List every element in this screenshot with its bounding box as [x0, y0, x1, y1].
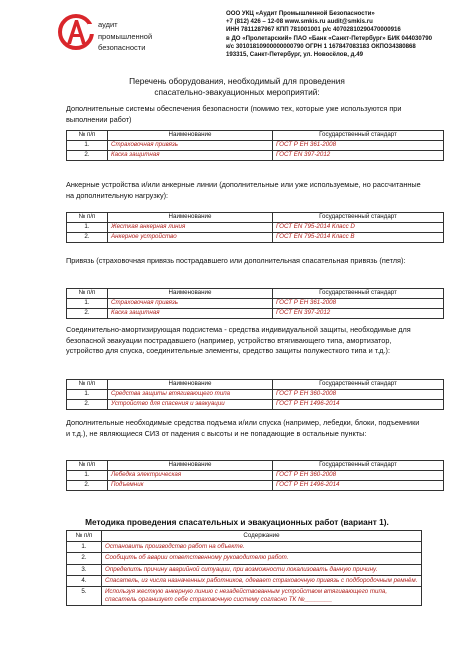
logo-a-emblem-icon: [58, 10, 98, 56]
table-row: 5. Используя жесткую анкерную линию с незадействованным устройством втягивающего типа, спасатель организует себе страховочную систему согласно ТК №________: [67, 587, 422, 606]
methodology-title: Методика проведения спасательных и эвакуационных работ (вариант 1).: [85, 517, 389, 527]
table-row: 1. Жесткая анкерная линия ГОСТ EN 795-2014 Класс D: [67, 223, 444, 233]
section-description: Привязь (страховочная привязь пострадавшего или дополнительная спасательная привязь (петля):: [66, 256, 406, 265]
table-row: 2. Устройство для спасения и эвакуации ГОСТ Р ЕН 1496-2014: [67, 400, 444, 410]
logo-line: аудит: [98, 20, 118, 29]
col-header-number: № п/п: [67, 380, 108, 390]
section-description: Дополнительные необходимые средства подъема и/или спуска (например, лебедки, блоки, подъемники и т.д.), не являющиеся СИЗ от падения с высоты и не попадающие в остальные пункты:: [66, 418, 420, 438]
table-row: 2. Анкерное устройство ГОСТ EN 795-2014 Класс В: [67, 233, 444, 243]
section-description: Соединительно-амортизирующая подсистема - средства индивидуальной защиты, необходимые для безопасной эвакуации пострадавшего (например, устройство втягивающего типа, амортизатор, устройство для спуска, соединительные элементы, средство защиты полужесткого типа и т.д.):: [66, 325, 411, 356]
col-header-number: № п/п: [67, 461, 108, 471]
table-row: 1. Остановить производство работ на объекте.: [67, 542, 422, 553]
table-row: 3. Определить причину аварийной ситуации, при возможности локализовать данную причину.: [67, 564, 422, 575]
table-row: 2. Каска защитная ГОСТ ЕN 397-2012: [67, 309, 444, 319]
col-header-name: Наименование: [108, 289, 273, 299]
company-line: в ДО «Пролетарский» ПАО «Банк «Санкт-Петербург» БИК 044030790: [226, 34, 432, 42]
col-header-standard: Государственный стандарт: [273, 289, 444, 299]
section-description: Дополнительные системы обеспечения безопасности (помимо тех, которые уже используются при выполнении работ): [66, 104, 402, 124]
logo-line: промышленной: [98, 31, 153, 41]
equipment-table: [66, 379, 444, 410]
company-line: ООО УКЦ «Аудит Промышленной Безопасности»: [226, 10, 375, 17]
company-logo: [58, 10, 208, 70]
table-row: 1. Страховочная привязь ГОСТ Р ЕН 361-2008: [67, 141, 444, 151]
company-line: +7 (812) 426 – 12-08 www.smkis.ru audit@smkis.ru: [226, 18, 373, 26]
company-line: к/с 30101810900000000790 ОГРН 1 167847083183 ОКПО34380868: [226, 42, 416, 50]
col-header-number: № п/п: [67, 213, 108, 223]
equipment-table: [66, 460, 444, 491]
table-row: 1. Лебедка электрическая ГОСТ Р ЕН 360-2008: [67, 471, 444, 481]
col-header-name: Наименование: [108, 213, 273, 223]
col-header-name: Наименование: [108, 380, 273, 390]
equipment-table: [66, 212, 444, 243]
page-title: Перечень оборудования, необходимый для проведения спасательно-эвакуационных мероприятий:: [129, 76, 345, 97]
table-row: 4. Спасатель, из числа назначенных работников, одевает страховочную привязь с подбородочным ремнём.: [67, 575, 422, 586]
logo-line: безопасности: [98, 43, 146, 52]
table-row: 1. Страховочная привязь ГОСТ Р ЕН 361-2008: [67, 299, 444, 309]
col-header-standard: Государственный стандарт: [273, 213, 444, 223]
section-description: Анкерные устройства и/или анкерные линии (дополнительные или уже используемые, но рассчитанные на дополнительную нагрузку):: [66, 180, 421, 200]
col-header-number: № п/п: [67, 531, 102, 542]
col-header-content: Содержание: [102, 531, 422, 542]
col-header-name: Наименование: [108, 131, 273, 141]
col-header-standard: Государственный стандарт: [273, 461, 444, 471]
col-header-number: № п/п: [67, 289, 108, 299]
company-line: ИНН 7811287967 КПП 781001001 р/с 40702810290470000916: [226, 26, 401, 34]
col-header-standard: Государственный стандарт: [273, 380, 444, 390]
col-header-standard: Государственный стандарт: [273, 131, 444, 141]
table-row: 1. Средства защиты втягивающего типа ГОСТ Р ЕН 360-2008: [67, 390, 444, 400]
col-header-number: № п/п: [67, 131, 108, 141]
company-line: 193315, Санкт-Петербург, ул. Новосёлов, д.49: [226, 51, 363, 59]
table-row: 2. Подъемник ГОСТ Р ЕН 1496-2014: [67, 481, 444, 491]
table-row: 2. Каска защитная ГОСТ ЕN 397-2012: [67, 151, 444, 161]
equipment-table: [66, 288, 444, 319]
methodology-table: [66, 530, 422, 606]
table-row: 2. Сообщить об аварии ответственному руководителю работ.: [67, 553, 422, 564]
col-header-name: Наименование: [108, 461, 273, 471]
equipment-table: [66, 130, 444, 161]
company-details: [226, 10, 466, 59]
